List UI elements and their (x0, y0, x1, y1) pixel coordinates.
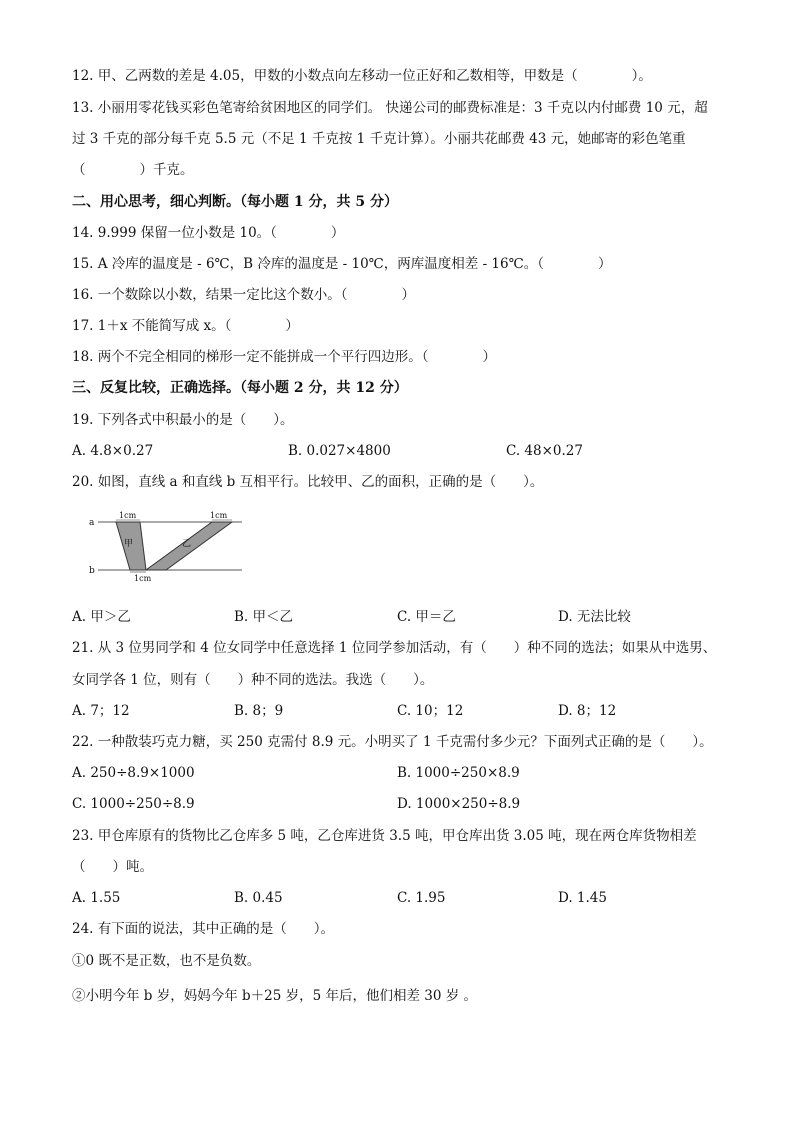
question-21-line-2: 女同学各 1 位，则有（ ）种不同的选法。我选（ ）。 (72, 672, 434, 688)
label-1cm-top-right: 1cm (210, 511, 228, 520)
q19-option-c: C. 48×0.27 (506, 443, 583, 459)
q23-option-a: A. 1.55 (72, 890, 121, 906)
q24-statement-1: ①0 既不是正数，也不是负数。 (72, 953, 261, 969)
question-15: 15. A 冷库的温度是 - 6℃，B 冷库的温度是 - 10℃，两库温度相差 - 16℃。（ ） (72, 256, 612, 272)
parallel-lines-figure (86, 508, 246, 582)
question-17: 17. 1＋x 不能简写成 x。（ ） (72, 318, 299, 334)
question-13-line-3: （ ）千克。 (72, 162, 194, 178)
question-12: 12. 甲、乙两数的差是 4.05，甲数的小数点向左移动一位正好和乙数相等，甲数是（ ）。 (72, 68, 652, 84)
q22-option-d: D. 1000×250÷8.9 (397, 796, 521, 812)
q23-option-b: B. 0.45 (234, 890, 283, 906)
label-b: b (89, 566, 95, 576)
question-18: 18. 两个不完全相同的梯形一定不能拼成一个平行四边形。（ ） (72, 349, 497, 365)
question-22: 22. 一种散装巧克力糖，买 250 克需付 8.9 元。小明买了 1 千克需付多少元？下面列式正确的是（ ）。 (72, 734, 713, 750)
question-19: 19. 下列各式中积最小的是（ ）。 (72, 412, 294, 428)
q20-option-b: B. 甲＜乙 (234, 609, 294, 625)
q23-option-c: C. 1.95 (397, 890, 446, 906)
label-yi: 乙 (182, 539, 192, 549)
q20-option-d: D. 无法比较 (558, 609, 631, 625)
q22-option-a: A. 250÷8.9×1000 (72, 765, 195, 781)
q21-option-a: A. 7；12 (72, 703, 130, 719)
label-jia: 甲 (124, 539, 134, 549)
q24-statement-2: ②小明今年 b 岁，妈妈今年 b＋25 岁，5 年后，他们相差 30 岁 。 (72, 988, 478, 1004)
q22-option-c: C. 1000÷250÷8.9 (72, 796, 195, 812)
question-24: 24. 有下面的说法，其中正确的是（ ）。 (72, 921, 335, 937)
question-16: 16. 一个数除以小数，结果一定比这个数小。（ ） (72, 287, 416, 303)
q20-option-c: C. 甲＝乙 (397, 609, 456, 625)
question-20: 20. 如图，直线 a 和直线 b 互相平行。比较甲、乙的面积，正确的是（ ）。 (72, 474, 544, 490)
question-14: 14. 9.999 保留一位小数是 10。（ ） (72, 225, 345, 241)
q22-option-b: B. 1000÷250×8.9 (397, 765, 520, 781)
q20-option-a: A. 甲＞乙 (72, 609, 131, 625)
q19-option-b: B. 0.027×4800 (288, 443, 391, 459)
label-1cm-top-left: 1cm (119, 511, 137, 520)
q21-option-b: B. 8；9 (234, 703, 284, 719)
label-1cm-bottom: 1cm (134, 574, 152, 582)
q21-option-d: D. 8；12 (558, 703, 617, 719)
question-23-line-2: （ ）吨。 (72, 859, 153, 875)
section-3-heading: 三、反复比较，正确选择。（每小题 2 分，共 12 分） (72, 380, 408, 396)
q23-option-d: D. 1.45 (558, 890, 607, 906)
question-13-line-1: 13. 小丽用零花钱买彩色笔寄给贫困地区的同学们。 快递公司的邮费标准是：3 千克以内付邮费 10 元，超 (72, 100, 708, 116)
q21-option-c: C. 10；12 (397, 703, 464, 719)
question-21-line-1: 21. 从 3 位男同学和 4 位女同学中任意选择 1 位同学参加活动，有（ ）种不同的选法；如果从中选男、 (72, 640, 717, 656)
question-13-line-2: 过 3 千克的部分每千克 5.5 元（不足 1 千克按 1 千克计算）。小丽共花邮费 43 元，她邮寄的彩色笔重 (72, 131, 686, 147)
question-23-line-1: 23. 甲仓库原有的货物比乙仓库多 5 吨，乙仓库进货 3.5 吨，甲仓库出货 3.05 吨，现在两仓库货物相差 (72, 828, 697, 844)
section-2-heading: 二、用心思考，细心判断。（每小题 1 分，共 5 分） (72, 194, 398, 210)
q19-option-a: A. 4.8×0.27 (72, 443, 154, 459)
label-a: a (89, 518, 95, 528)
